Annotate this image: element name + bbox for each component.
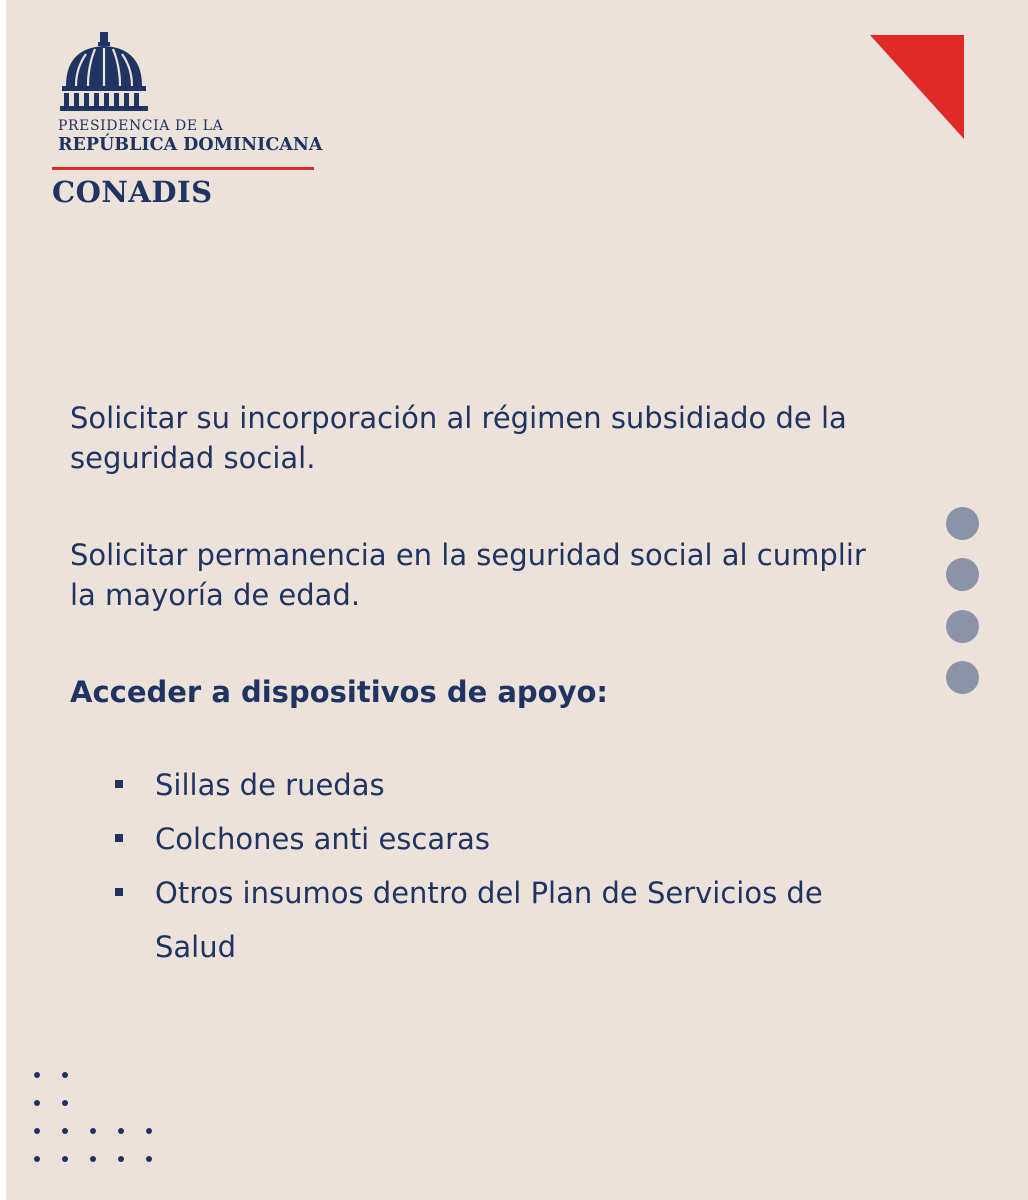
dot-icon bbox=[34, 1128, 40, 1134]
list-item-text: Colchones anti escaras bbox=[155, 822, 490, 856]
list-item bbox=[70, 866, 890, 974]
logo-brand-conadis: CONADIS bbox=[52, 175, 213, 209]
list-item bbox=[70, 758, 890, 812]
decorative-dots-vertical bbox=[946, 507, 986, 697]
dot-icon bbox=[118, 1128, 124, 1134]
dot-icon bbox=[62, 1100, 68, 1106]
square-bullet-icon bbox=[115, 834, 123, 842]
dot-icon bbox=[62, 1072, 68, 1078]
dot-icon bbox=[34, 1156, 40, 1162]
heading-dispositivos: Acceder a dispositivos de apoyo: bbox=[70, 675, 609, 709]
slide-card bbox=[6, 0, 1028, 1200]
logo-divider bbox=[52, 167, 314, 170]
dot-icon bbox=[146, 1156, 152, 1162]
support-devices-list bbox=[70, 758, 890, 974]
dot-icon bbox=[62, 1156, 68, 1162]
national-palace-dome-icon bbox=[58, 30, 150, 114]
dot-icon bbox=[146, 1128, 152, 1134]
dot-icon bbox=[946, 610, 979, 643]
red-corner-triangle bbox=[870, 35, 964, 139]
dot-icon bbox=[62, 1128, 68, 1134]
paragraph-incorporacion: Solicitar su incorporación al régimen subsidiado de la seguridad social. bbox=[70, 401, 847, 475]
list-item bbox=[70, 812, 890, 866]
dot-icon bbox=[118, 1156, 124, 1162]
square-bullet-icon bbox=[115, 780, 123, 788]
dot-icon bbox=[34, 1100, 40, 1106]
conadis-logo bbox=[52, 30, 332, 210]
square-bullet-icon bbox=[115, 888, 123, 896]
dot-icon bbox=[90, 1128, 96, 1134]
list-item-text: Otros insumos dentro del Plan de Servicios de Salud bbox=[155, 876, 823, 964]
paragraph-permanencia: Solicitar permanencia en la seguridad social al cumplir la mayoría de edad. bbox=[70, 538, 866, 612]
dot-icon bbox=[34, 1072, 40, 1078]
decorative-dot-grid bbox=[34, 1068, 174, 1168]
dot-icon bbox=[946, 507, 979, 540]
logo-line-republica: REPÚBLICA DOMINICANA bbox=[58, 135, 323, 155]
dot-icon bbox=[90, 1156, 96, 1162]
logo-line-presidencia: PRESIDENCIA DE LA bbox=[58, 118, 224, 134]
list-item-text: Sillas de ruedas bbox=[155, 768, 385, 802]
dot-icon bbox=[946, 558, 979, 591]
dot-icon bbox=[946, 661, 979, 694]
